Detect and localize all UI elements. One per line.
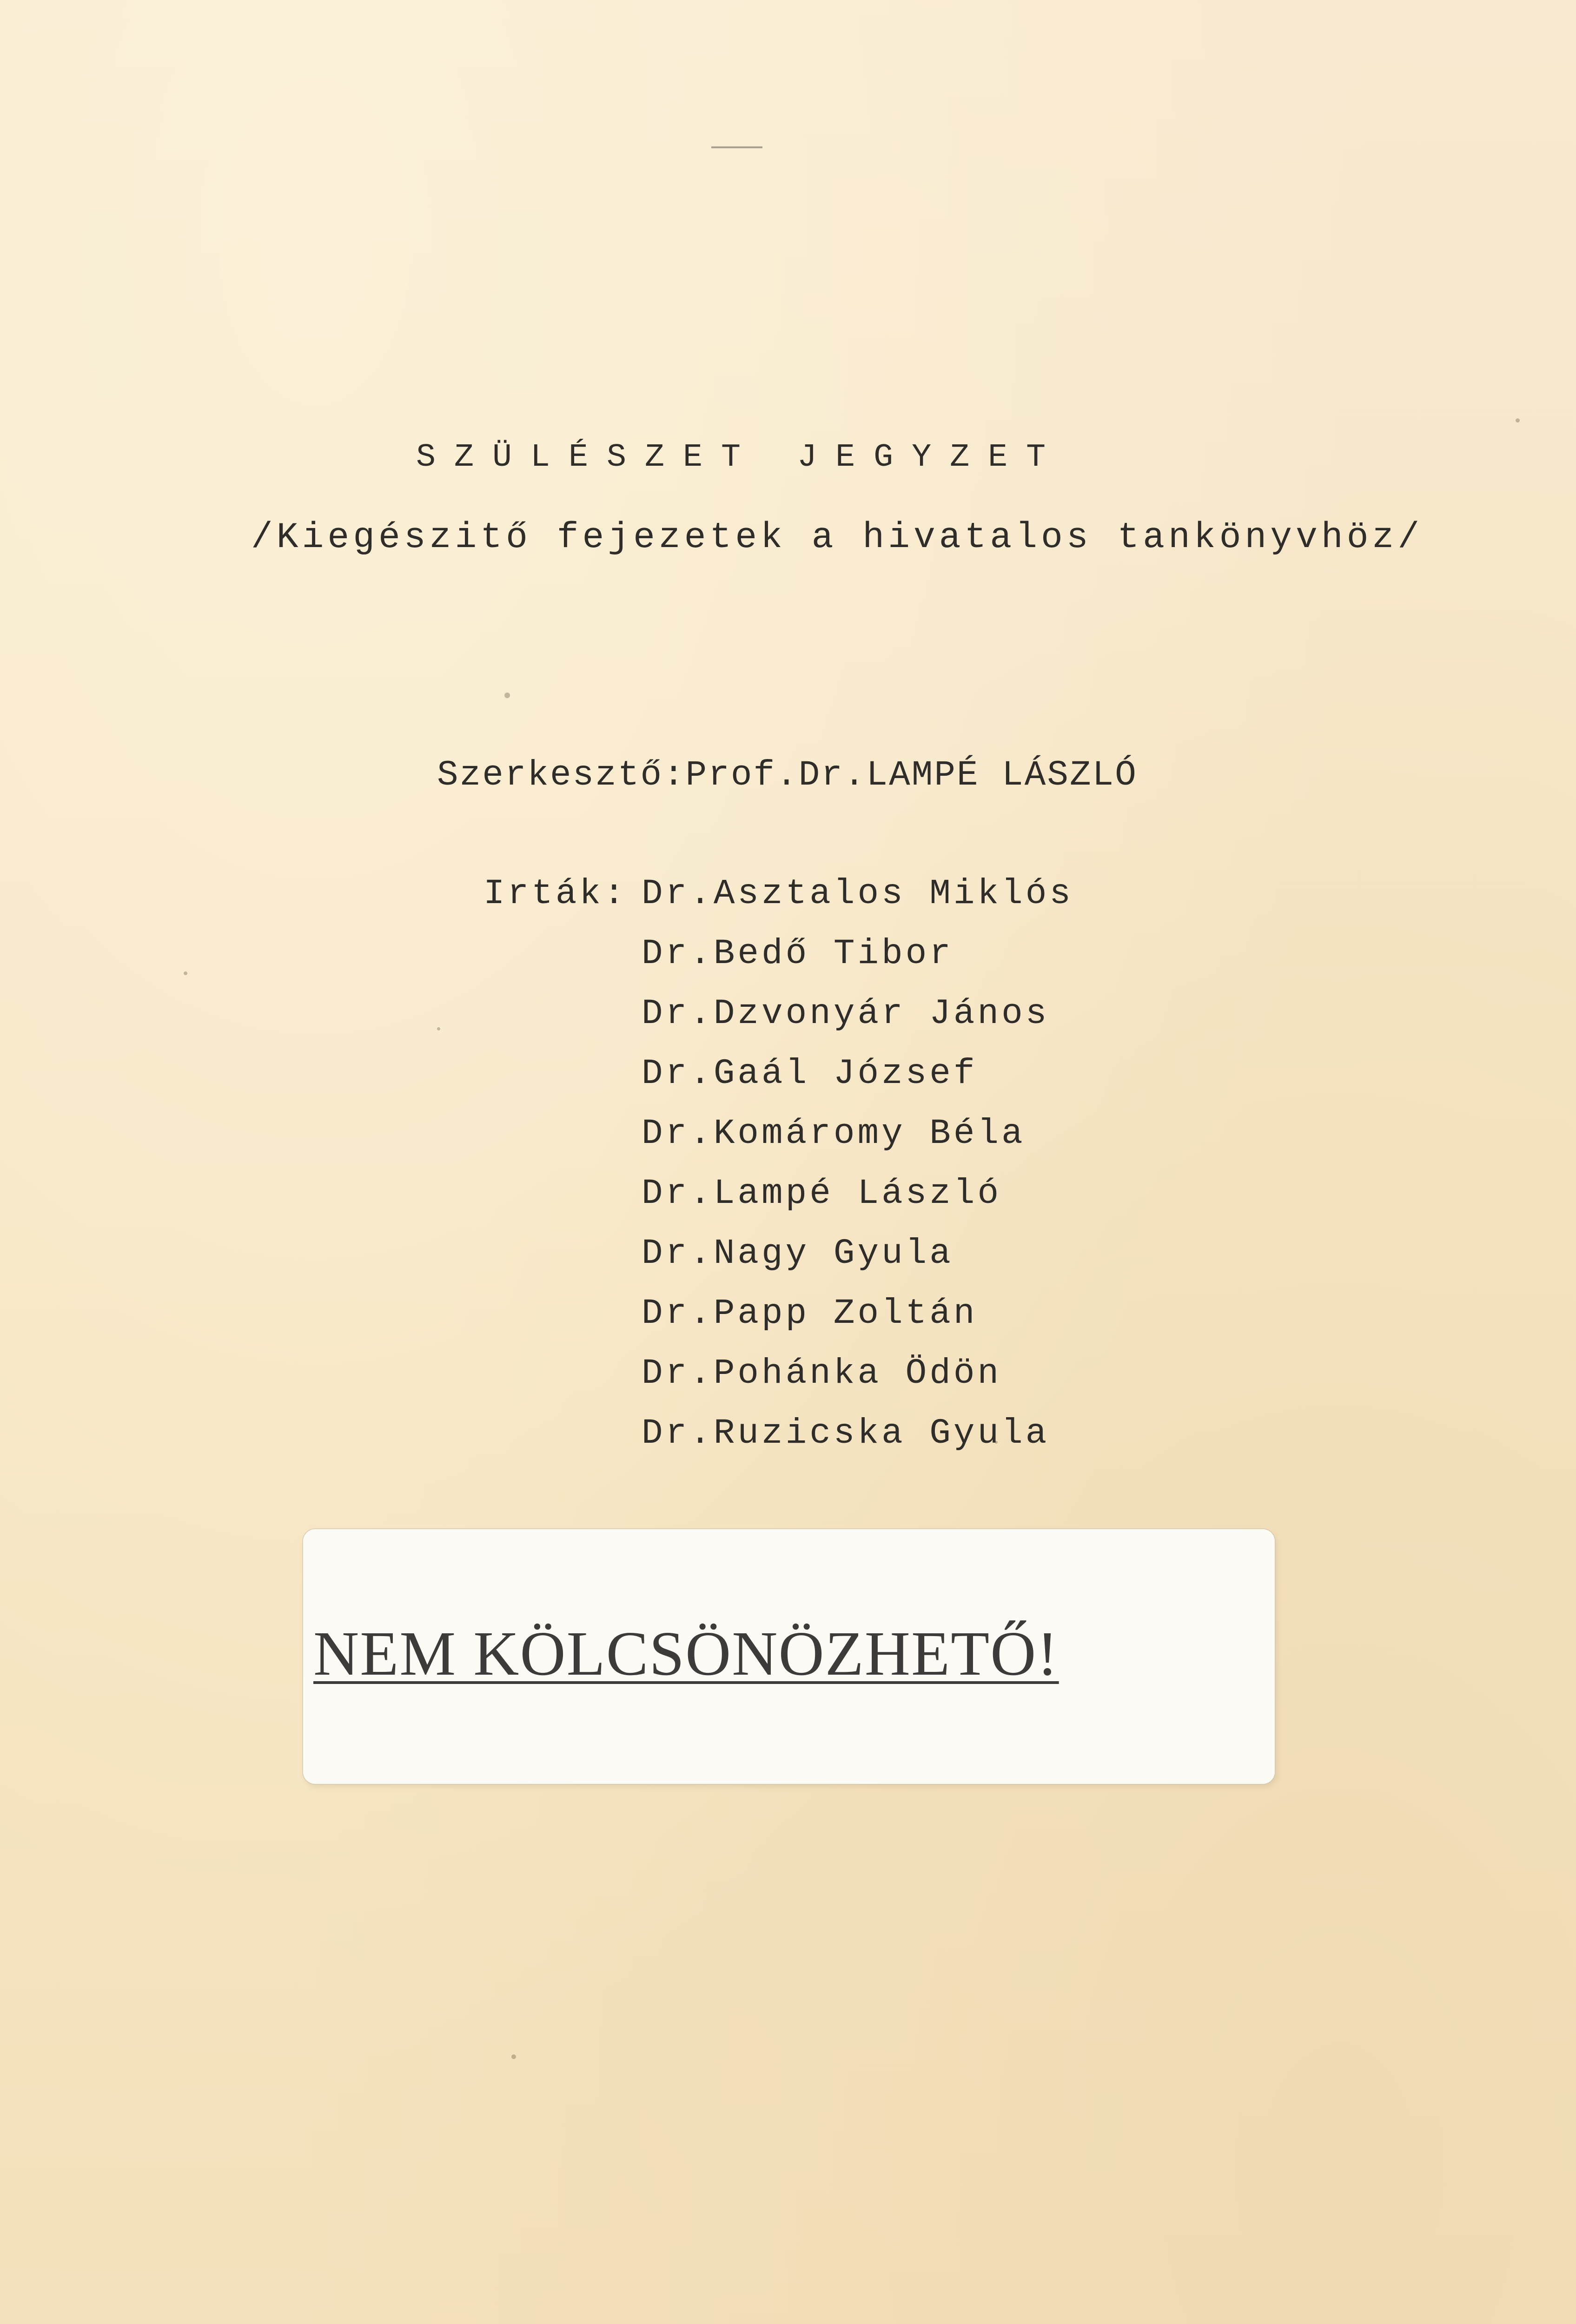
paper-speck [1516, 418, 1520, 423]
author-item: Dr.Dzvonyár János [642, 994, 1050, 1034]
authors-list [642, 876, 1073, 1476]
pencil-mark [711, 146, 762, 148]
author-item: Dr.Gaál József [642, 1054, 978, 1094]
author-item: Dr.Asztalos Miklós [642, 874, 1073, 914]
author-item: Dr.Komáromy Béla [642, 1114, 1026, 1154]
author-item: Dr.Nagy Gyula [642, 1234, 954, 1274]
author-item: Dr.Bedő Tibor [642, 934, 954, 974]
author-item: Dr.Pohánka Ödön [642, 1353, 1002, 1393]
not-lendable-stamp: NEM KÖLCSÖNÖZHETŐ! [313, 1619, 1059, 1689]
library-sticker [303, 1529, 1275, 1784]
author-item: Dr.Lampé László [642, 1174, 1002, 1214]
paper-speck [511, 2054, 516, 2059]
document-title: SZÜLÉSZET JEGYZET [416, 439, 1065, 476]
paper-speck [995, 1441, 998, 1444]
paper-speck [504, 693, 510, 698]
document-subtitle: /Kiegészitő fejezetek a hivatalos tankönyvhöz/ [251, 517, 1424, 558]
editor-line: Szerkesztő:Prof.Dr.LAMPÉ LÁSZLÓ [437, 755, 1138, 795]
paper-speck [184, 971, 187, 975]
author-item: Dr.Papp Zoltán [642, 1294, 978, 1334]
authors-label: Irták: [483, 874, 628, 914]
paper-speck [437, 1027, 440, 1030]
author-item: Dr.Ruzicska Gyula [642, 1413, 1050, 1453]
